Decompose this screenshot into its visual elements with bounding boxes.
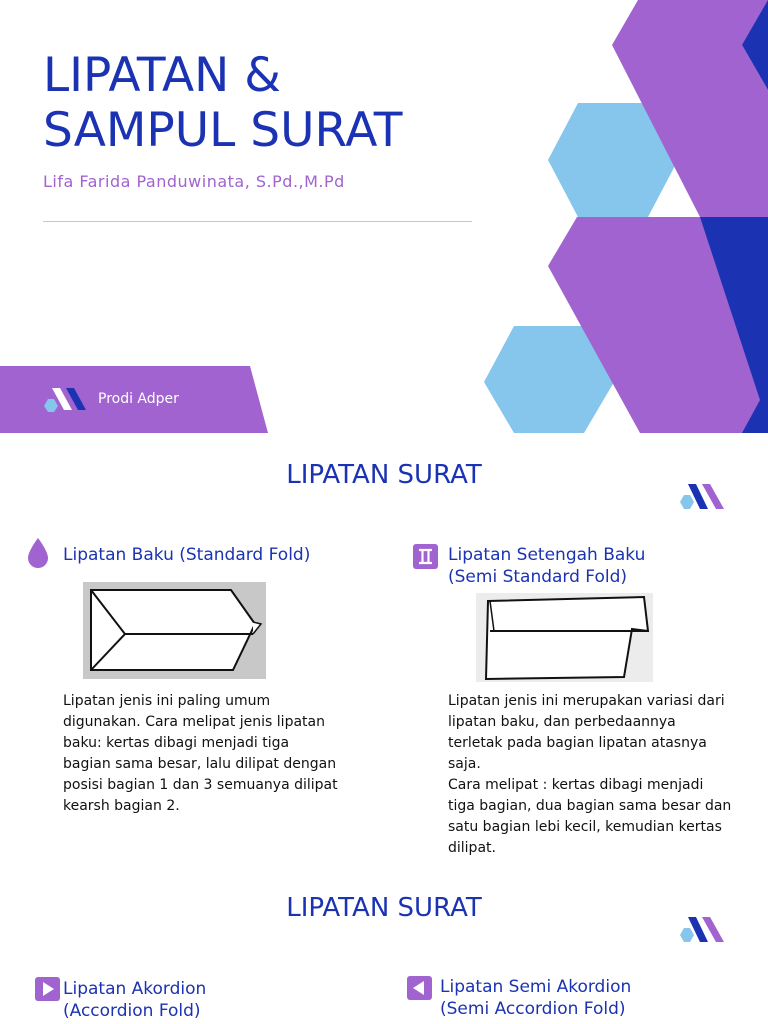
- play-right-icon: [35, 977, 60, 1001]
- program-label: Prodi Adper: [98, 391, 179, 407]
- item-heading: Lipatan Semi Akordion (Semi Accordion Fold): [440, 977, 632, 1019]
- title-divider: [43, 221, 472, 222]
- logo-icon: [678, 482, 726, 510]
- author-name: Lifa Farida Panduwinata, S.Pd.,M.Pd: [43, 172, 345, 191]
- item-heading: Lipatan Baku (Standard Fold): [63, 545, 311, 565]
- droplet-icon: [27, 537, 49, 569]
- slide-title: LIPATAN SURAT: [286, 460, 482, 490]
- presentation-title: LIPATAN & SAMPUL SURAT: [43, 48, 403, 158]
- logo-icon: [42, 386, 88, 412]
- item-description: Lipatan jenis ini merupakan variasi dari lipatan baku, dan perbedaannya terletak pada bagian lipatan atasnya saja. Cara melipat : kertas dibagi menjadi tiga bagian, dua bagian sama besar dan satu bagian lebi kecil, kemudian kertas dilipat.: [448, 693, 732, 856]
- logo-icon: [678, 915, 726, 943]
- item-heading: Lipatan Setengah Baku (Semi Standard Fold): [448, 545, 646, 587]
- play-left-icon: [407, 976, 432, 1000]
- item-description: Lipatan jenis ini paling umum digunakan. Cara melipat jenis lipatan baku: kertas dibagi menjadi tiga bagian sama besar, lalu dilipat dengan posisi bagian 1 dan 3 semuanya dilipat kearsh bagian 2.: [63, 693, 338, 814]
- item-heading: Lipatan Akordion (Accordion Fold): [63, 979, 207, 1021]
- gemini-icon: [413, 544, 438, 569]
- semi-standard-fold-photo: [476, 593, 653, 682]
- folding-slide-2: [0, 867, 768, 1024]
- title-slide: [0, 0, 768, 433]
- standard-fold-photo: [83, 582, 266, 679]
- decorative-hexagon-graphic: [480, 0, 768, 433]
- slide-title: LIPATAN SURAT: [286, 893, 482, 923]
- folding-slide-1: [0, 433, 768, 867]
